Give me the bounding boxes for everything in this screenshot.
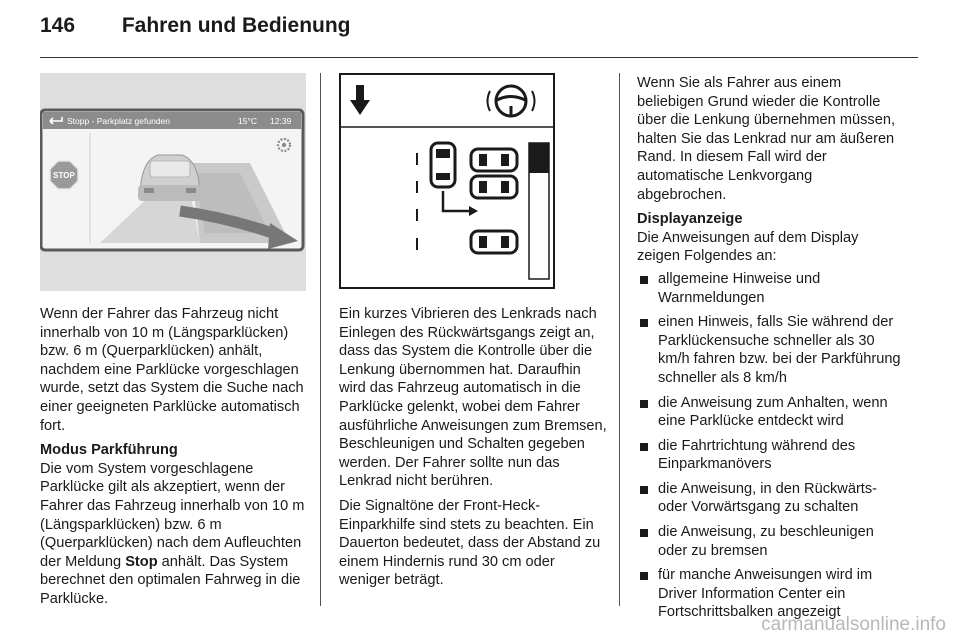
display-figure (40, 73, 306, 291)
list-item: allgemeine Hinweise und Warnmeldungen (637, 270, 903, 307)
column-divider-2 (619, 73, 620, 606)
column-1 (40, 305, 305, 615)
col1-heading: Modus Parkführung (40, 442, 178, 459)
col2-paragraph-1: Ein kurzes Vibrieren des Lenkrads nach Einlegen des Rückwärtsgangs zeigt an, dass das System die Kontrolle über die Lenkung übernommen hat. Daraufhin wird das Fahrzeug automatisch in die Parklücke gelenkt, wobei dem Fahrer ausführliche Anweisungen zum Bremsen, Beschleunigen und Schalten gegeben werden. Der Fahrer sollte nun das Lenkrad nicht berühren. (339, 306, 607, 490)
page-header (40, 14, 351, 38)
display-status-text: Stopp - Parkplatz gefunden (67, 116, 171, 126)
col3-paragraph-1: Wenn Sie als Fahrer aus einem beliebigen Grund wieder die Kontrolle über die Lenkung übernehmen müssen, halten Sie das Lenkrad nur am äußeren Rand. In diesem Fall wird der automatische Lenkvorgang abgebrochen. (637, 75, 895, 203)
column-divider-1 (320, 73, 321, 606)
page-number: 146 (40, 14, 76, 37)
header-rule (40, 57, 918, 58)
display-instruction-list (637, 270, 903, 622)
display-temperature: 15°C (238, 116, 257, 126)
parked-car-3-icon (471, 231, 517, 253)
own-car-icon (431, 143, 455, 187)
page-title: Fahren und Bedienung (121, 14, 351, 37)
col1-paragraph-2 (40, 460, 305, 609)
parked-car-1-icon (471, 149, 517, 171)
col1-paragraph-2-rest: anhält. Das System berechnet den optimalen Fahrweg in die Parklücke. (40, 553, 301, 607)
list-item: die Anweisung, in den Rückwärts- oder Vorwärtsgang zu schalten (637, 480, 903, 517)
display-time: 12:39 (270, 116, 292, 126)
progress-bar (529, 143, 549, 279)
col3-intro: Die Anweisungen auf dem Display zeigen Folgendes an: (637, 229, 859, 265)
stop-sign-icon (50, 161, 78, 189)
parking-guidance-diagram (339, 73, 605, 291)
list-item: die Fahrtrichtung während des Einparkmanövers (637, 437, 903, 474)
list-item: die Anweisung, zu beschleunigen oder zu bremsen (637, 523, 903, 560)
stop-sign-text: STOP (53, 171, 75, 180)
list-item: für manche Anweisungen wird im Driver Information Center ein Fortschrittsbalken angezeigt (637, 566, 903, 622)
stop-keyword: Stop (125, 553, 158, 570)
col2-paragraph-2: Die Signaltöne der Front-Heck-Einparkhilfe sind stets zu beachten. Ein Dauerton bedeutet, dass der Abstand zu einem Hindernis rund 30 cm oder weniger beträgt. (339, 497, 601, 589)
col1-paragraph-1: Wenn der Fahrer das Fahrzeug nicht innerhalb von 10 m (Längsparklücken) bzw. 6 m (Querparklücken) anhält, nachdem eine Parklücke vorgeschlagen wurde, setzt das System die Suche nach einer geeigneten Parklücke automatisch fort. (40, 306, 304, 434)
parked-car-2-icon (471, 176, 517, 198)
list-item: einen Hinweis, falls Sie während der Parklückensuche schneller als 30 km/h fahren bzw. bei der Parkführung schneller als 8 km/h (637, 313, 903, 387)
list-item: die Anweisung zum Anhalten, wenn eine Parklücke entdeckt wird (637, 394, 903, 431)
watermark: carmanualsonline.info (761, 614, 946, 635)
column-3 (637, 74, 903, 628)
column-2 (339, 305, 607, 596)
col3-heading: Displayanzeige (637, 211, 743, 228)
col1-paragraph-2-text: Die vom System vorgeschlagene Parklücke gilt als akzeptiert, wenn der Fahrer das Fahrzeug innerhalb von 10 m (Längsparklücken) bzw. 6 m (Querparklücken) nach dem Aufleuchten der Meldung (40, 460, 305, 570)
